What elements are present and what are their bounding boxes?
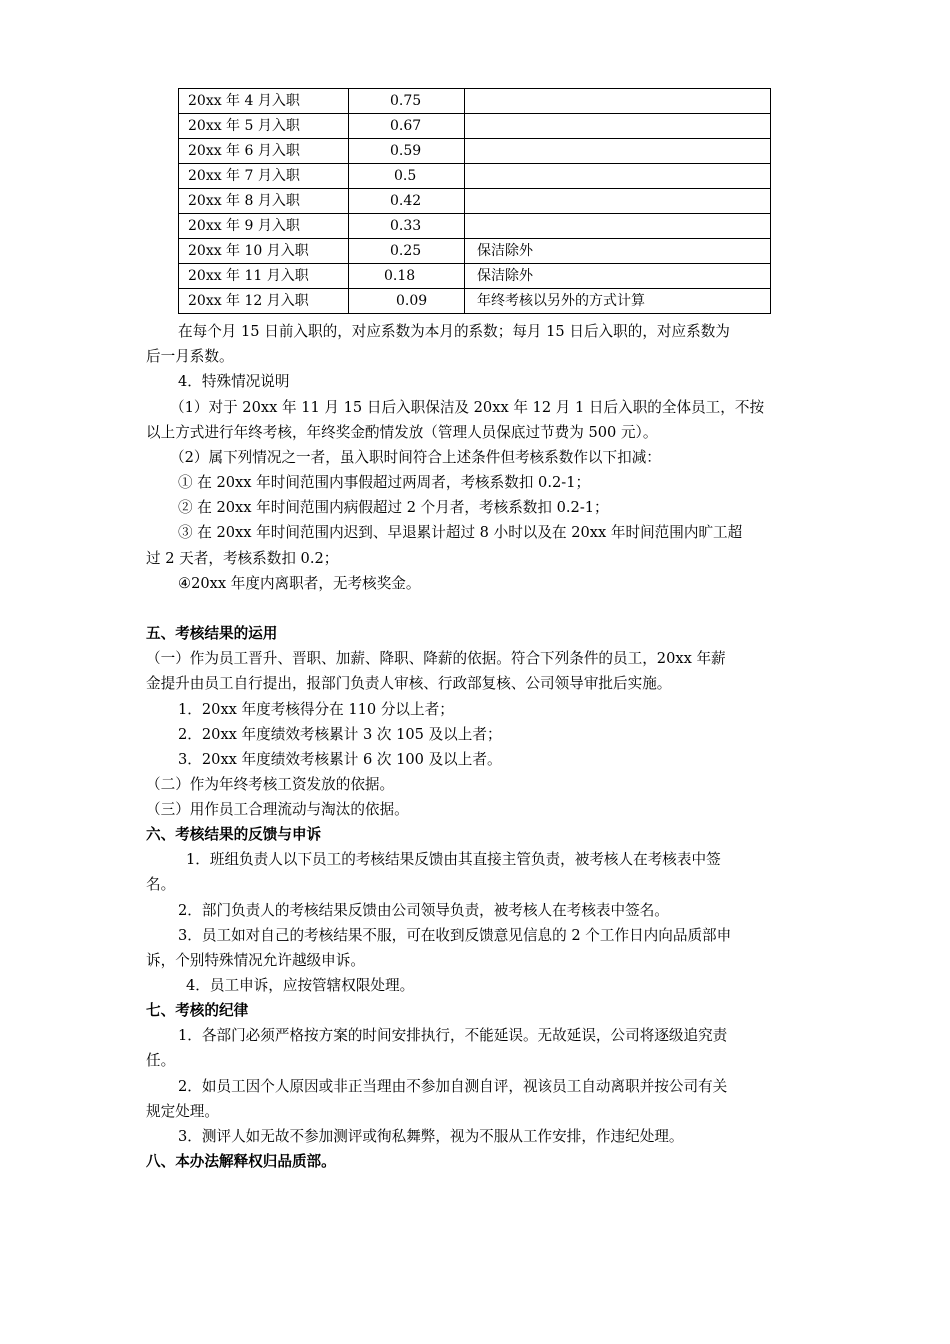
s5-a-line2: 金提升由员工自行提出，报部门负责人审核、行政部复核、公司领导审批后实施。 <box>146 675 672 692</box>
s7-p2-line2: 规定处理。 <box>146 1103 219 1120</box>
table-row <box>179 289 771 314</box>
month-cell: 20xx 年 11 月入职 <box>179 264 349 289</box>
special-cases-title: 4．特殊情况说明 <box>178 373 290 390</box>
month-cell: 20xx 年 9 月入职 <box>179 214 349 239</box>
note-cell <box>465 164 771 189</box>
special-p2: （2）属下列情况之一者，虽入职时间符合上述条件但考核系数作以下扣减： <box>170 449 661 466</box>
month-cell: 20xx 年 10 月入职 <box>179 239 349 264</box>
s6-p1-line1: 1．班组负责人以下员工的考核结果反馈由其直接主管负责，被考核人在考核表中签 <box>186 851 721 868</box>
coef-cell <box>349 189 465 214</box>
s5-a-item-3: 3．20xx 年度绩效考核累计 6 次 100 及以上者。 <box>178 751 502 768</box>
note-cell: 保洁除外 <box>465 264 771 289</box>
table-row <box>179 239 771 264</box>
month-cell: 20xx 年 12 月入职 <box>179 289 349 314</box>
note-cell <box>465 214 771 239</box>
note-cell <box>465 89 771 114</box>
special-item-3-line2: 过 2 天者，考核系数扣 0.2； <box>146 550 339 567</box>
s6-p3-line1: 3．员工如对自己的考核结果不服，可在收到反馈意见信息的 2 个工作日内向品质部申 <box>178 927 732 944</box>
special-p1-line1: （1）对于 20xx 年 11 月 15 日后入职保洁及 20xx 年 12 月 1 日后入职的全体员工，不按 <box>170 399 765 416</box>
coefficient-table <box>178 88 771 314</box>
s5-b: （二）作为年终考核工资发放的依据。 <box>146 776 395 793</box>
note-cell: 年终考核以另外的方式计算 <box>465 289 771 314</box>
table-row <box>179 214 771 239</box>
coef-cell <box>349 214 465 239</box>
coef-cell <box>349 114 465 139</box>
coef-value: 0.25 <box>390 243 422 259</box>
table-row <box>179 264 771 289</box>
table-row <box>179 189 771 214</box>
coef-cell <box>349 239 465 264</box>
s7-p2-line1: 2．如员工因个人原因或非正当理由不参加自测自评，视该员工自动离职并按公司有关 <box>178 1078 728 1095</box>
coef-cell <box>349 139 465 164</box>
month-cell: 20xx 年 4 月入职 <box>179 89 349 114</box>
section-8-heading: 八、本办法解释权归品质部。 <box>146 1153 336 1170</box>
s6-p2: 2．部门负责人的考核结果反馈由公司领导负责，被考核人在考核表中签名。 <box>178 902 669 919</box>
coef-value: 0.18 <box>384 268 416 284</box>
special-item-1: ① 在 20xx 年时间范围内事假超过两周者，考核系数扣 0.2-1； <box>178 474 591 491</box>
coefficient-note-line2: 后一月系数。 <box>146 348 234 365</box>
coef-cell <box>349 164 465 189</box>
coef-value: 0.59 <box>390 143 422 159</box>
table-row <box>179 164 771 189</box>
s7-p3: 3．测评人如无故不参加测评或徇私舞弊，视为不服从工作安排，作违纪处理。 <box>178 1128 684 1145</box>
coef-value: 0.67 <box>390 118 422 134</box>
special-item-2: ② 在 20xx 年时间范围内病假超过 2 个月者，考核系数扣 0.2-1； <box>178 499 609 516</box>
section-5-heading: 五、考核结果的运用 <box>146 625 278 642</box>
note-cell: 保洁除外 <box>465 239 771 264</box>
s5-a-line1: （一）作为员工晋升、晋职、加薪、降职、降薪的依据。符合下列条件的员工，20xx 年薪 <box>146 650 726 667</box>
s7-p1-line2: 任。 <box>146 1052 176 1069</box>
table-row <box>179 114 771 139</box>
month-cell: 20xx 年 8 月入职 <box>179 189 349 214</box>
section-6-heading: 六、考核结果的反馈与申诉 <box>146 826 322 843</box>
coef-value: 0.75 <box>390 93 422 109</box>
s7-p1-line1: 1．各部门必须严格按方案的时间安排执行，不能延误。无故延误，公司将逐级追究责 <box>178 1027 728 1044</box>
s6-p3-line2: 诉，个别特殊情况允许越级申诉。 <box>146 952 365 969</box>
coef-value: 0.42 <box>390 193 422 209</box>
coef-cell <box>349 264 465 289</box>
month-cell: 20xx 年 6 月入职 <box>179 139 349 164</box>
coef-value: 0.33 <box>390 218 422 234</box>
table-row <box>179 89 771 114</box>
note-cell <box>465 114 771 139</box>
coef-cell <box>349 89 465 114</box>
note-cell <box>465 189 771 214</box>
note-cell <box>465 139 771 164</box>
section-7-heading: 七、考核的纪律 <box>146 1002 249 1019</box>
s5-a-item-2: 2．20xx 年度绩效考核累计 3 次 105 及以上者； <box>178 726 502 743</box>
month-cell: 20xx 年 5 月入职 <box>179 114 349 139</box>
coef-value: 0.5 <box>394 168 417 184</box>
table-row <box>179 139 771 164</box>
special-item-4: ④20xx 年度内离职者，无考核奖金。 <box>178 575 421 592</box>
coef-value: 0.09 <box>396 293 428 309</box>
coef-cell <box>349 289 465 314</box>
special-item-3-line1: ③ 在 20xx 年时间范围内迟到、早退累计超过 8 小时以及在 20xx 年时间范围内旷工超 <box>178 524 743 541</box>
month-cell: 20xx 年 7 月入职 <box>179 164 349 189</box>
s5-c: （三）用作员工合理流动与淘汰的依据。 <box>146 801 409 818</box>
s5-a-item-1: 1．20xx 年度考核得分在 110 分以上者； <box>178 701 454 718</box>
s6-p4: 4．员工申诉，应按管辖权限处理。 <box>186 977 415 994</box>
s6-p1-line2: 名。 <box>146 876 176 893</box>
coefficient-note-line1: 在每个月 15 日前入职的，对应系数为本月的系数；每月 15 日后入职的，对应系数为 <box>178 323 730 340</box>
special-p1-line2: 以上方式进行年终考核，年终奖金酌情发放（管理人员保底过节费为 500 元）。 <box>146 424 658 441</box>
